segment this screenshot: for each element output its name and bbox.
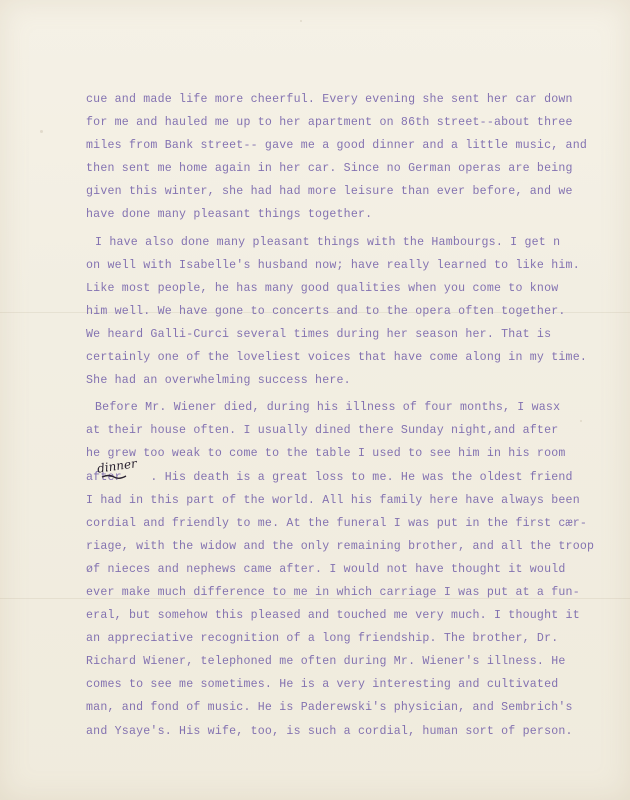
- typewritten-body: [86, 88, 626, 743]
- text-line: at their house often. I usually dined there Sunday night,and after: [86, 424, 559, 438]
- handwritten-insertion: dinner: [96, 456, 138, 476]
- paragraph-start-line: Before Mr. Wiener died, during his illness of four months, I wasx: [95, 401, 561, 415]
- text-line: We heard Galli-Curci several times during her season her. That is: [86, 327, 552, 341]
- text-line: cordial and friendly to me. At the funeral I was put in the first cær-: [86, 516, 588, 530]
- paper-speck: [40, 130, 43, 133]
- paragraph-start-line: I have also done many pleasant things with the Hambourgs. I get n: [95, 235, 561, 249]
- text-line: riage, with the widow and the only remaining brother, and all the troop: [86, 539, 595, 553]
- strikeout-mark: [101, 472, 127, 480]
- text-line: certainly one of the loveliest voices that have come along in my time.: [86, 351, 588, 365]
- text-line: Like most people, he has many good qualities when you come to know: [86, 281, 559, 295]
- text-line: ever make much difference to me in which carriage I was put at a fun-: [86, 585, 580, 599]
- text-line: She had an overwhelming success here.: [86, 374, 351, 388]
- text-line: I had in this part of the world. All his family here have always been: [86, 493, 580, 507]
- text-line: after . His death is a great loss to me. He was the oldest friend: [86, 470, 573, 484]
- text-line: øf nieces and nephews came after. I would not have thought it would: [86, 562, 566, 576]
- paper-speck: [300, 20, 302, 22]
- text-line: him well. We have gone to concerts and to the opera often together.: [86, 304, 566, 318]
- text-line: miles from Bank street-- gave me a good dinner and a little music, and: [86, 139, 588, 153]
- text-line: given this winter, she had had more leisure than ever before, and we: [86, 185, 573, 199]
- text-line: then sent me home again in her car. Since no German operas are being: [86, 162, 573, 176]
- text-line: an appreciative recognition of a long friendship. The brother, Dr.: [86, 632, 559, 646]
- text-line: comes to see me sometimes. He is a very interesting and cultivated: [86, 678, 559, 692]
- text-line: and Ysaye's. His wife, too, is such a cordial, human sort of person.: [86, 724, 573, 738]
- text-line: he grew too weak to come to the table I used to see him in his room: [86, 447, 566, 461]
- text-line: have done many pleasant things together.: [86, 208, 373, 222]
- text-line: man, and fond of music. He is Paderewski's physician, and Sembrich's: [86, 701, 573, 715]
- text-line: Richard Wiener, telephoned me often during Mr. Wiener's illness. He: [86, 655, 566, 669]
- text-line: for me and hauled me up to her apartment on 86th street--about three: [86, 116, 573, 130]
- text-line: eral, but somehow this pleased and touched me very much. I thought it: [86, 609, 580, 623]
- text-line: cue and made life more cheerful. Every evening she sent her car down: [86, 93, 573, 106]
- text-line: on well with Isabelle's husband now; have really learned to like him.: [86, 258, 580, 272]
